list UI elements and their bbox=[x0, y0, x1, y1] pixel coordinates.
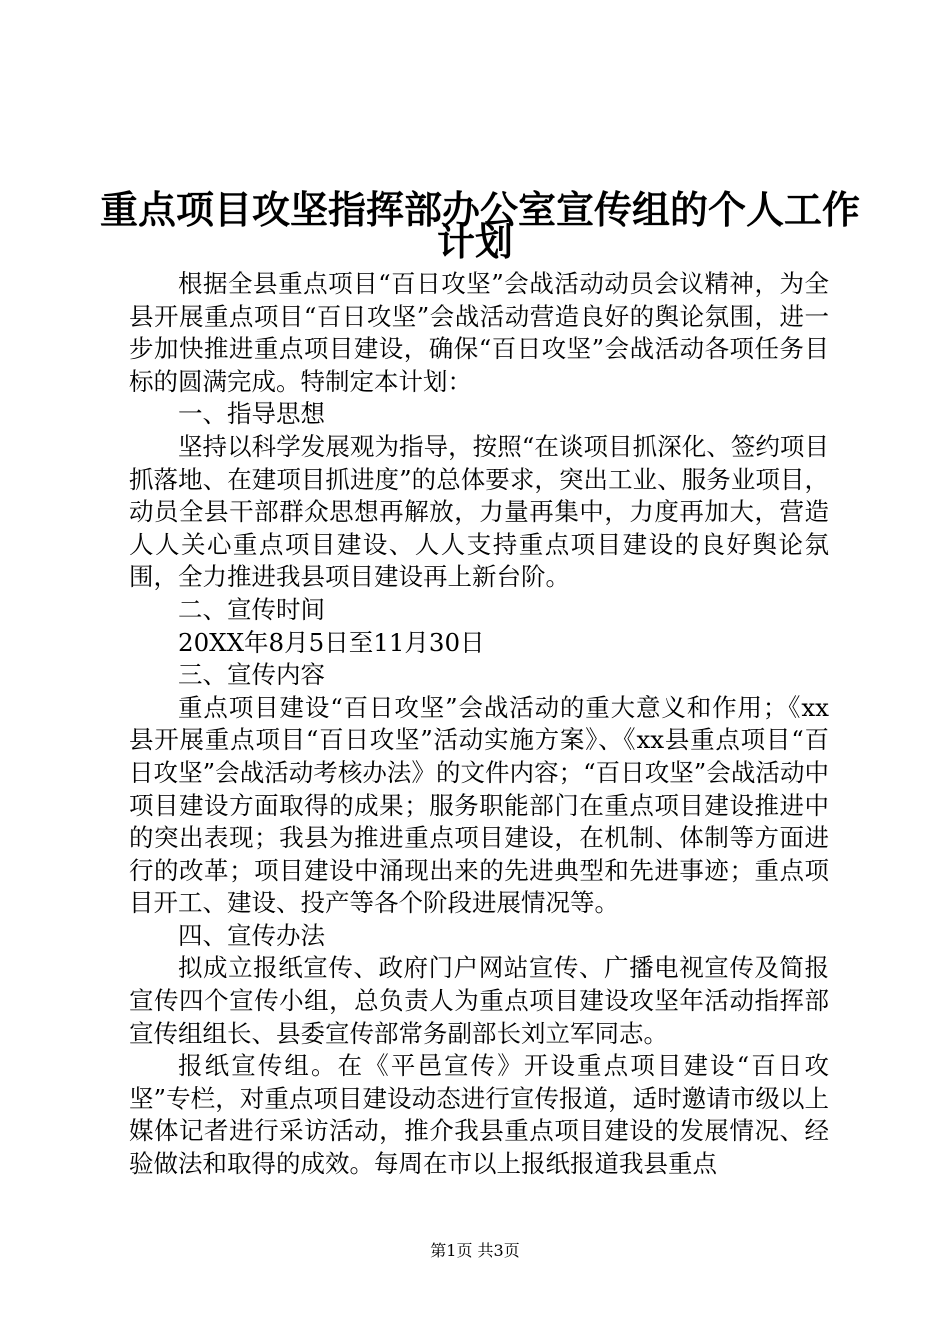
section-heading-publicity-content: 三、宣传内容 bbox=[178, 660, 325, 690]
section-heading-publicity-methods: 四、宣传办法 bbox=[178, 920, 325, 950]
paragraph-publicity-time: 20XX年8月5日至11月30日 bbox=[178, 627, 485, 657]
paragraph-publicity-methods: 拟成立报纸宣传、政府门户网站宣传、广播电视宣传及简报宣传四个宣传小组，总负责人为重点项目建设攻坚年活动指挥部宣传组组长、县委宣传部常务副部长刘立军同志。 bbox=[129, 953, 829, 1048]
document-body bbox=[129, 268, 829, 1181]
paragraph-guiding-ideology: 坚持以科学发展观为指导，按照“在谈项目抓深化、签约项目抓落地、在建项目抓进度”的总体要求，突出工业、服务业项目，动员全县干部群众思想再解放，力量再集中，力度再加大，营造人人关心重点项目建设、人人支持重点项目建设的良好舆论氛围，全力推进我县项目建设再上新台阶。 bbox=[129, 431, 829, 592]
section-heading-guiding-ideology: 一、指导思想 bbox=[178, 399, 325, 429]
paragraph-newspaper-group: 报纸宣传组。在《平邑宣传》开设重点项目建设“百日攻坚”专栏，对重点项目建设动态进行宣传报道，适时邀请市级以上媒体记者进行采访活动，推介我县重点项目建设的发展情况、经验做法和取得的成效。每周在市以上报纸报道我县重点 bbox=[129, 1051, 829, 1179]
section-heading-publicity-time: 二、宣传时间 bbox=[178, 594, 325, 624]
paragraph-intro: 根据全县重点项目“百日攻坚”会战活动动员会议精神，为全县开展重点项目“百日攻坚”会战活动营造良好的舆论氛围，进一步加快推进重点项目建设，确保“百日攻坚”会战活动各项任务目标的圆满完成。特制定本计划： bbox=[129, 269, 829, 396]
page-footer: 第1页 共3页 bbox=[430, 1241, 520, 1260]
paragraph-publicity-content: 重点项目建设“百日攻坚”会战活动的重大意义和作用；《xx县开展重点项目“百日攻坚”活动实施方案》、《xx县重点项目“百日攻坚”会战活动考核办法》的文件内容；“百日攻坚”会战活动中项目建设方面取得的成果；服务职能部门在重点项目建设推进中的突出表现；我县为推进重点项目建设，在机制、体制等方面进行的改革；项目建设中涌现出来的先进典型和先进事迹；重点项目开工、建设、投产等各个阶段进展情况等。 bbox=[129, 692, 829, 918]
document-title-line-1: 重点项目攻坚指挥部办公室宣传组的个人工作 bbox=[100, 187, 861, 232]
document-title-line-2: 计划 bbox=[436, 219, 513, 264]
